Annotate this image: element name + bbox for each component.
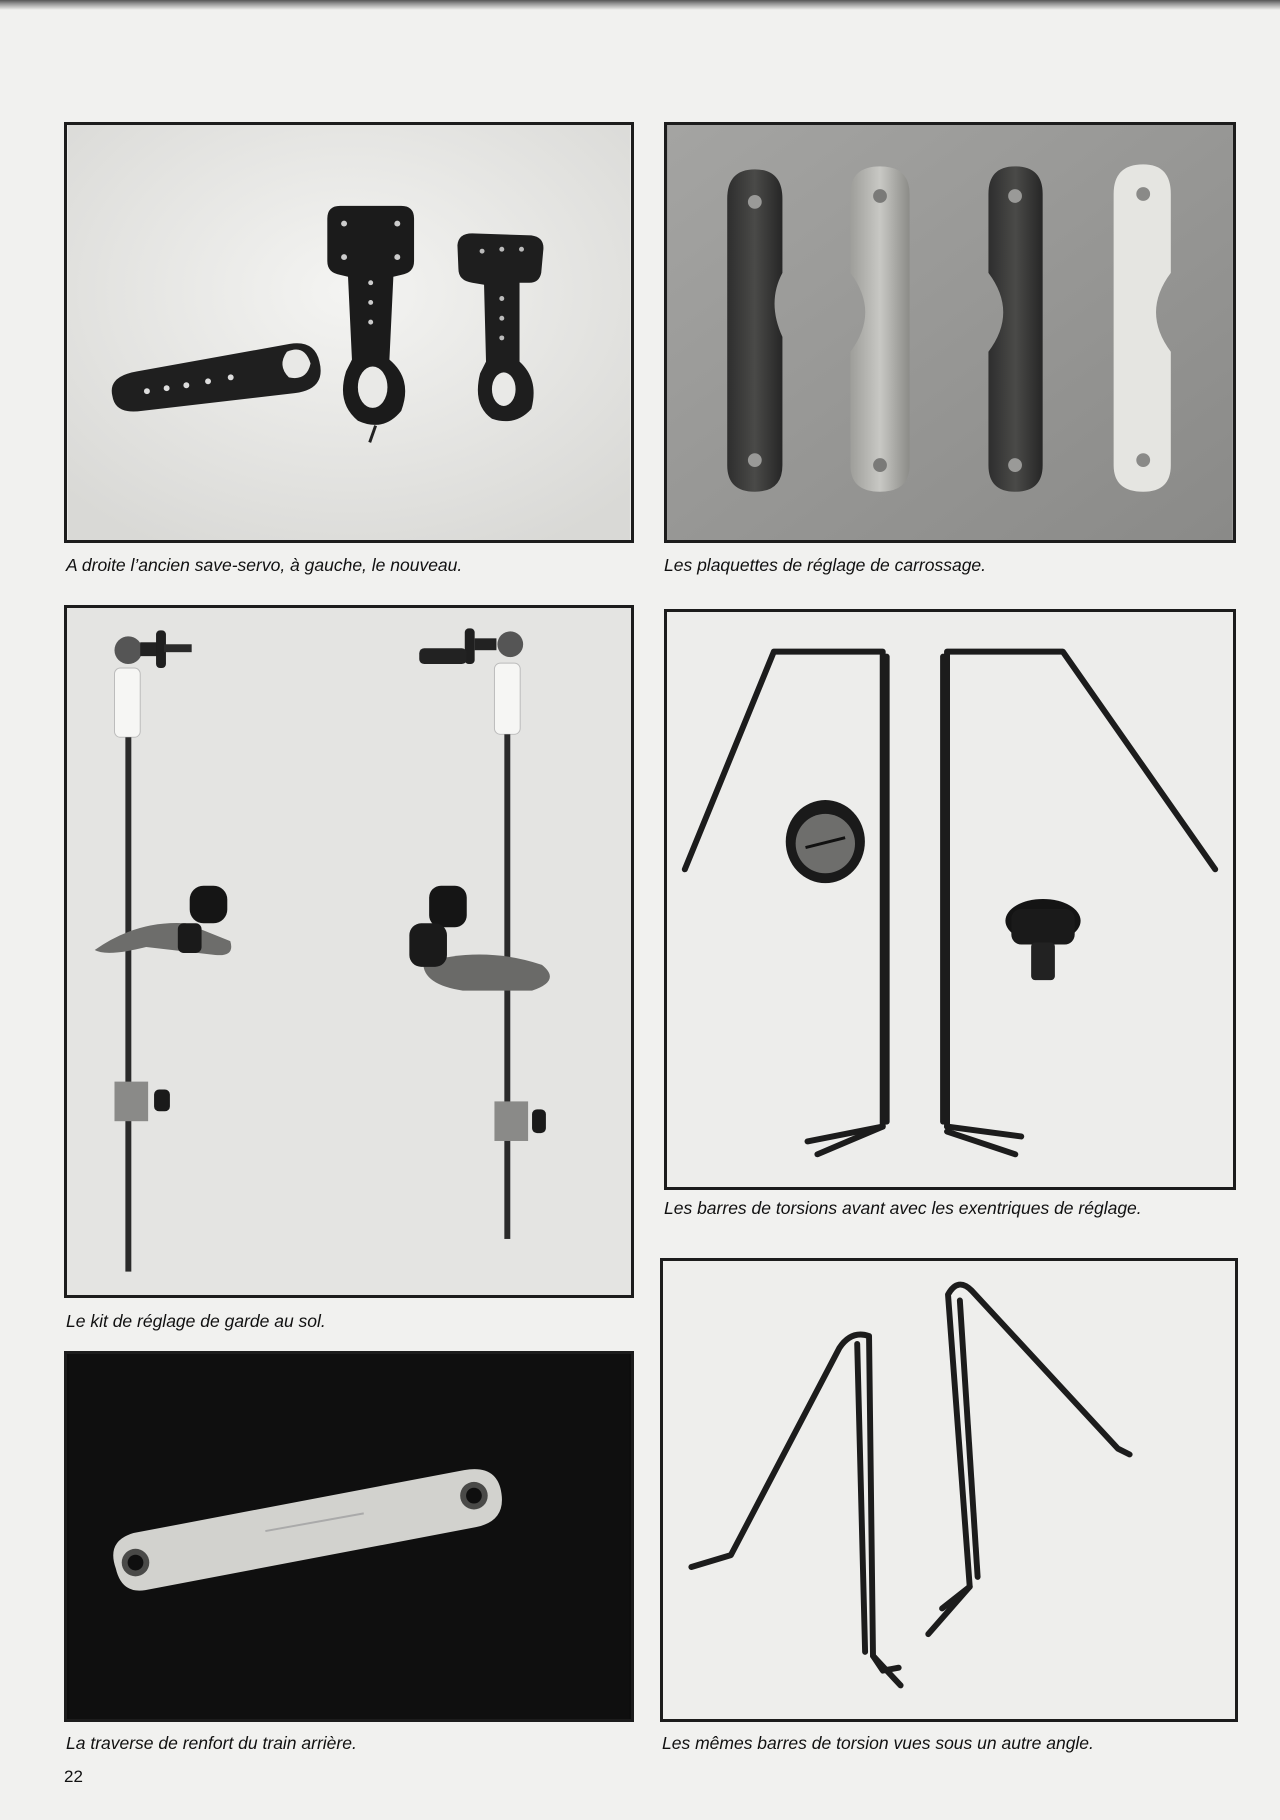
page-number: 22 — [64, 1767, 83, 1786]
scan-top-edge — [0, 0, 1280, 10]
caption-ground-clearance-kit: Le kit de réglage de garde au sol. — [66, 1311, 326, 1331]
caption-camber-plates: Les plaquettes de réglage de carrossage. — [664, 555, 987, 575]
caption-torsion-bars-front: Les barres de torsions avant avec les exentriques de réglage. — [664, 1198, 1142, 1218]
ground-clearance-kit-illustration — [67, 608, 631, 1295]
photo-ground-clearance-kit — [64, 605, 634, 1298]
photo-save-servo — [64, 122, 634, 543]
caption-rear-reinforcement-bar: La traverse de renfort du train arrière. — [66, 1733, 357, 1753]
caption-save-servo: A droite l’ancien save-servo, à gauche, le nouveau. — [66, 555, 463, 575]
torsion-bars-angle-illustration — [663, 1261, 1235, 1719]
rear-reinforcement-bar-illustration — [67, 1354, 631, 1719]
photo-torsion-bars-angle — [660, 1258, 1238, 1722]
caption-torsion-bars-angle: Les mêmes barres de torsion vues sous un autre angle. — [662, 1733, 1094, 1753]
save-servo-illustration — [67, 125, 631, 540]
camber-plates-illustration — [667, 125, 1233, 540]
torsion-bars-front-illustration — [667, 612, 1233, 1187]
eccentric-adjuster-left — [786, 800, 865, 883]
camber-plate-1 — [727, 169, 782, 491]
photo-camber-plates — [664, 122, 1236, 543]
photo-rear-reinforcement-bar — [64, 1351, 634, 1722]
photo-torsion-bars-front — [664, 609, 1236, 1190]
